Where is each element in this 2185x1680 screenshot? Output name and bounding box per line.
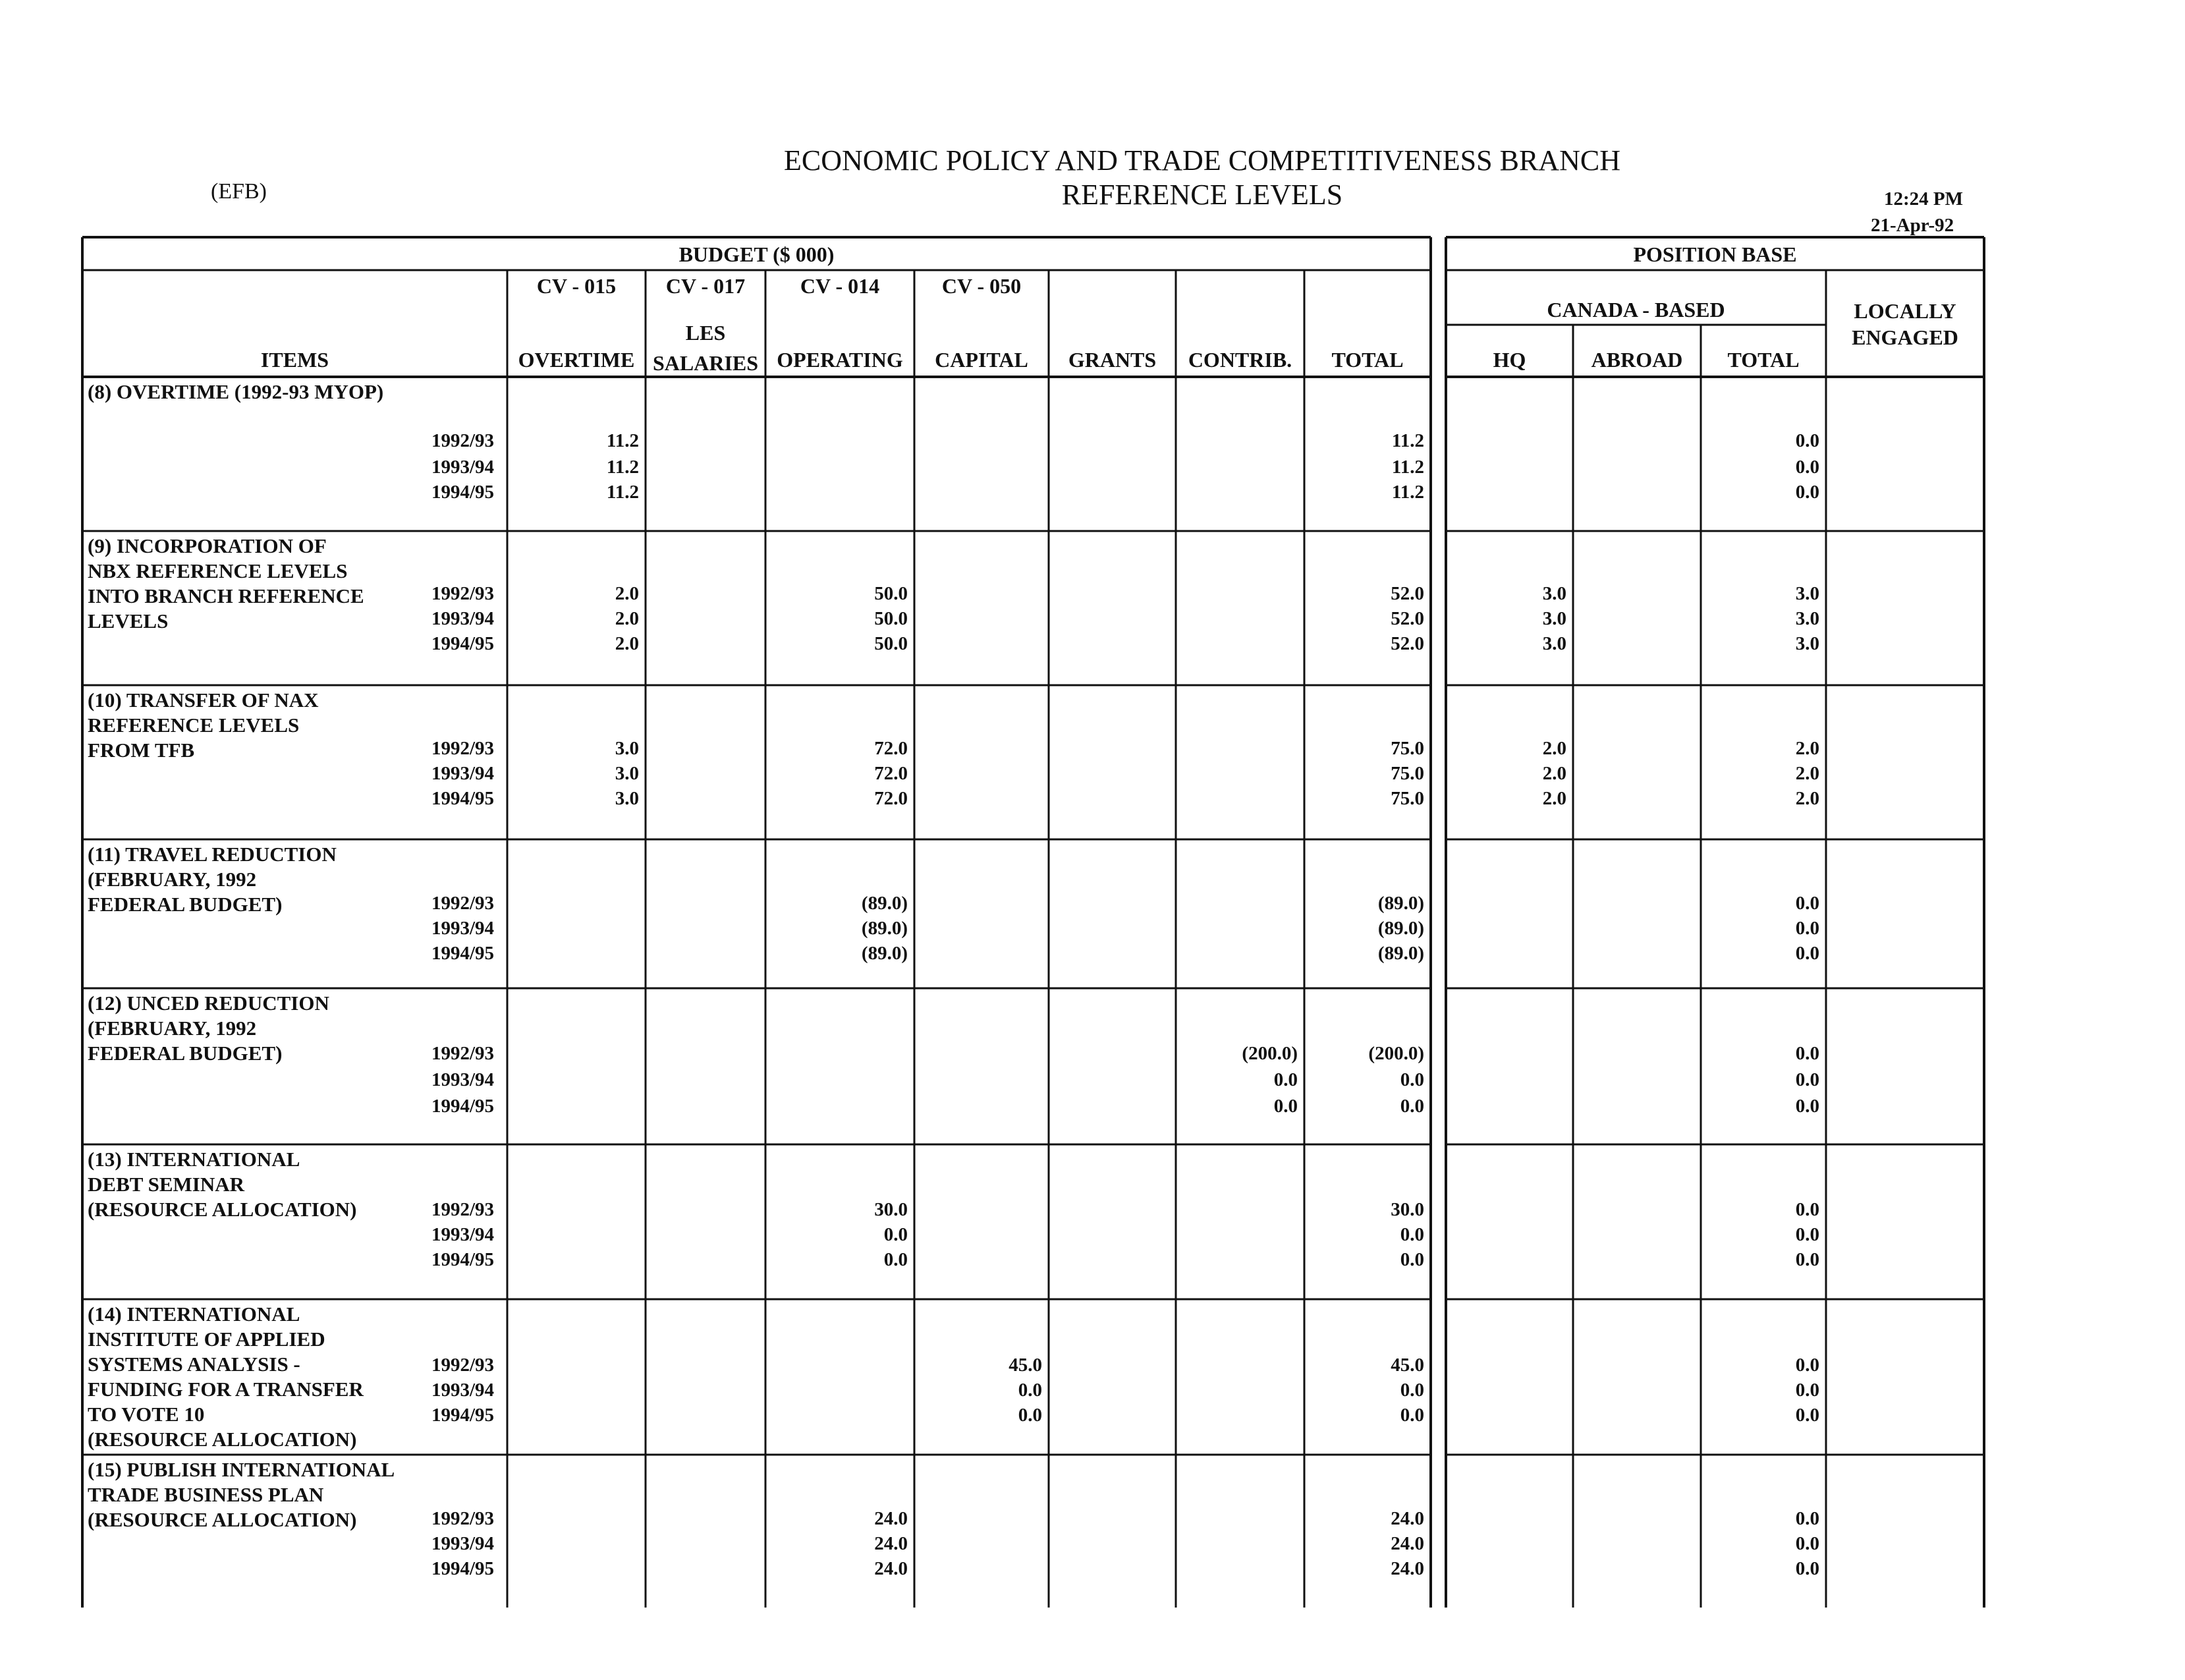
cell-operating: 0.0 [883, 1249, 908, 1270]
section-title-line: (11) TRAVEL REDUCTION [88, 843, 337, 866]
cell-pos-total: 0.0 [1795, 918, 1819, 939]
cell-hq: 2.0 [1542, 788, 1566, 809]
cell-operating: 24.0 [874, 1508, 908, 1529]
cell-total: 0.0 [1400, 1096, 1424, 1117]
cell-pos-total: 0.0 [1795, 893, 1819, 914]
cell-total: 0.0 [1400, 1069, 1424, 1090]
fiscal-year-label: 1993/94 [431, 608, 494, 629]
cell-pos-total: 0.0 [1795, 1558, 1819, 1579]
section-title-line: (13) INTERNATIONAL [88, 1148, 300, 1171]
cell-overtime: 2.0 [615, 608, 639, 629]
cell-pos-total: 0.0 [1795, 1380, 1819, 1401]
column-header-0: ITEMS [260, 348, 329, 372]
column-code-4: CV - 050 [941, 274, 1022, 298]
section-title-line: (FEBRUARY, 1992 [88, 868, 257, 891]
cell-pos-total: 0.0 [1795, 1224, 1819, 1245]
section-title-line: FEDERAL BUDGET) [88, 1042, 283, 1065]
cell-pos-total: 0.0 [1795, 482, 1819, 503]
cell-total: 11.2 [1391, 457, 1424, 478]
cell-total: (200.0) [1368, 1043, 1424, 1064]
section-title-line: SYSTEMS ANALYSIS - [88, 1353, 300, 1376]
locally-engaged-header: LOCALLY ENGAGED [1852, 299, 1958, 349]
canada-based-header: CANADA - BASED [1547, 298, 1725, 322]
fiscal-year-label: 1992/93 [431, 430, 494, 451]
cell-total: 24.0 [1391, 1558, 1424, 1579]
cell-operating: 72.0 [874, 763, 908, 784]
cell-overtime: 3.0 [615, 788, 639, 809]
fiscal-year-label: 1993/94 [431, 1533, 494, 1554]
column-header-6: CONTRIB. [1188, 348, 1292, 372]
cell-capital: 45.0 [1009, 1355, 1042, 1376]
cell-pos-total: 0.0 [1795, 1533, 1819, 1554]
section-title-line: TRADE BUSINESS PLAN [88, 1483, 324, 1506]
cell-overtime: 11.2 [606, 457, 639, 478]
section-title-line: (12) UNCED REDUCTION [88, 992, 329, 1015]
cell-total: (89.0) [1377, 918, 1424, 939]
cell-overtime: 3.0 [615, 763, 639, 784]
cell-pos-total: 0.0 [1795, 1043, 1819, 1064]
page-title: ECONOMIC POLICY AND TRADE COMPETITIVENESS BRANCH [784, 144, 1620, 177]
section-title-line: DEBT SEMINAR [88, 1173, 245, 1196]
fiscal-year-label: 1992/93 [431, 738, 494, 759]
column-header-4: CAPITAL [935, 348, 1028, 372]
column-header-1: OVERTIME [518, 348, 635, 372]
cell-pos-total: 0.0 [1795, 1096, 1819, 1117]
section-title-line: (FEBRUARY, 1992 [88, 1017, 257, 1040]
cell-hq: 3.0 [1542, 633, 1566, 654]
cell-pos-total: 0.0 [1795, 943, 1819, 964]
column-header-8: HQ [1493, 348, 1526, 372]
section-title-line: INTO BRANCH REFERENCE [88, 584, 364, 607]
fiscal-year-label: 1992/93 [431, 1043, 494, 1064]
fiscal-year-label: 1994/95 [431, 482, 494, 503]
section-title-line: NBX REFERENCE LEVELS [88, 559, 348, 582]
cell-contrib: (200.0) [1242, 1043, 1298, 1064]
cell-pos-total: 0.0 [1795, 1508, 1819, 1529]
cell-total: 0.0 [1400, 1405, 1424, 1426]
fiscal-year-label: 1993/94 [431, 1380, 494, 1401]
cell-overtime: 3.0 [615, 738, 639, 759]
cell-capital: 0.0 [1018, 1380, 1042, 1401]
fiscal-year-label: 1993/94 [431, 763, 494, 784]
cell-total: 52.0 [1391, 583, 1424, 604]
budget-header: BUDGET ($ 000) [678, 242, 835, 266]
section-title-line: (RESOURCE ALLOCATION) [88, 1508, 357, 1531]
cell-total: 0.0 [1400, 1249, 1424, 1270]
cell-pos-total: 2.0 [1795, 763, 1819, 784]
column-header-10: TOTAL [1727, 348, 1800, 372]
column-code-1: CV - 015 [536, 274, 617, 298]
cell-hq: 3.0 [1542, 583, 1566, 604]
cell-operating: 72.0 [874, 738, 908, 759]
fiscal-year-label: 1993/94 [431, 457, 494, 478]
cell-operating: 50.0 [874, 608, 908, 629]
cell-overtime: 2.0 [615, 633, 639, 654]
fiscal-year-label: 1992/93 [431, 583, 494, 604]
cell-operating: 0.0 [883, 1224, 908, 1245]
column-code-2: CV - 017 [665, 274, 746, 298]
cell-pos-total: 0.0 [1795, 430, 1819, 451]
column-header-7: TOTAL [1331, 348, 1404, 372]
column-header-2: LES SALARIES [652, 321, 759, 375]
column-code-3: CV - 014 [800, 274, 880, 298]
cell-total: 24.0 [1391, 1533, 1424, 1554]
cell-operating: 50.0 [874, 583, 908, 604]
fiscal-year-label: 1992/93 [431, 1199, 494, 1220]
section-title-line: LEVELS [88, 609, 169, 632]
section-title-line: INSTITUTE OF APPLIED [88, 1328, 325, 1351]
cell-pos-total: 3.0 [1795, 608, 1819, 629]
cell-total: (89.0) [1377, 893, 1424, 914]
cell-overtime: 11.2 [606, 482, 639, 503]
cell-pos-total: 0.0 [1795, 1355, 1819, 1376]
fiscal-year-label: 1994/95 [431, 1405, 494, 1426]
cell-operating: (89.0) [861, 893, 908, 914]
cell-operating: 30.0 [874, 1199, 908, 1220]
column-header-3: OPERATING [777, 348, 903, 372]
cell-total: (89.0) [1377, 943, 1424, 964]
cell-pos-total: 2.0 [1795, 788, 1819, 809]
column-header-9: ABROAD [1591, 348, 1683, 372]
cell-total: 0.0 [1400, 1224, 1424, 1245]
fiscal-year-label: 1994/95 [431, 633, 494, 654]
cell-operating: (89.0) [861, 918, 908, 939]
cell-pos-total: 3.0 [1795, 633, 1819, 654]
section-title-line: FROM TFB [88, 739, 195, 762]
cell-overtime: 2.0 [615, 583, 639, 604]
section-title-line: (15) PUBLISH INTERNATIONAL [88, 1458, 395, 1481]
cell-overtime: 11.2 [606, 430, 639, 451]
fiscal-year-label: 1994/95 [431, 1096, 494, 1117]
fiscal-year-label: 1994/95 [431, 943, 494, 964]
cell-operating: 72.0 [874, 788, 908, 809]
cell-pos-total: 0.0 [1795, 1199, 1819, 1220]
print-date: 21-Apr-92 [1871, 215, 1954, 236]
fiscal-year-label: 1993/94 [431, 1224, 494, 1245]
cell-total: 75.0 [1391, 738, 1424, 759]
cell-operating: 24.0 [874, 1533, 908, 1554]
section-title-line: FEDERAL BUDGET) [88, 893, 283, 916]
section-title-line: (8) OVERTIME (1992-93 MYOP) [88, 380, 384, 403]
page-subtitle: REFERENCE LEVELS [1061, 179, 1343, 211]
cell-contrib: 0.0 [1273, 1096, 1298, 1117]
column-header-5: GRANTS [1068, 348, 1157, 372]
cell-total: 75.0 [1391, 788, 1424, 809]
cell-operating: 50.0 [874, 633, 908, 654]
section-title-line: TO VOTE 10 [88, 1403, 205, 1426]
cell-total: 45.0 [1391, 1355, 1424, 1376]
cell-total: 52.0 [1391, 633, 1424, 654]
cell-pos-total: 0.0 [1795, 1405, 1819, 1426]
cell-total: 24.0 [1391, 1508, 1424, 1529]
cell-pos-total: 0.0 [1795, 1249, 1819, 1270]
cell-total: 75.0 [1391, 763, 1424, 784]
position-base-header: POSITION BASE [1633, 242, 1797, 266]
section-title-line: (10) TRANSFER OF NAX [88, 688, 319, 712]
fiscal-year-label: 1994/95 [431, 1249, 494, 1270]
cell-operating: 24.0 [874, 1558, 908, 1579]
cell-pos-total: 2.0 [1795, 738, 1819, 759]
cell-pos-total: 0.0 [1795, 457, 1819, 478]
cell-total: 0.0 [1400, 1380, 1424, 1401]
fiscal-year-label: 1994/95 [431, 1558, 494, 1579]
fiscal-year-label: 1992/93 [431, 1508, 494, 1529]
branch-code: (EFB) [211, 179, 267, 204]
cell-pos-total: 0.0 [1795, 1069, 1819, 1090]
fiscal-year-label: 1994/95 [431, 788, 494, 809]
cell-pos-total: 3.0 [1795, 583, 1819, 604]
cell-operating: (89.0) [861, 943, 908, 964]
section-title-line: (9) INCORPORATION OF [88, 534, 327, 557]
cell-capital: 0.0 [1018, 1405, 1042, 1426]
cell-hq: 2.0 [1542, 738, 1566, 759]
fiscal-year-label: 1993/94 [431, 1069, 494, 1090]
fiscal-year-label: 1992/93 [431, 1355, 494, 1376]
cell-contrib: 0.0 [1273, 1069, 1298, 1090]
cell-hq: 3.0 [1542, 608, 1566, 629]
cell-total: 11.2 [1391, 430, 1424, 451]
print-time: 12:24 PM [1884, 188, 1963, 210]
cell-total: 52.0 [1391, 608, 1424, 629]
cell-total: 30.0 [1391, 1199, 1424, 1220]
fiscal-year-label: 1993/94 [431, 918, 494, 939]
section-title-line: (RESOURCE ALLOCATION) [88, 1428, 357, 1451]
cell-hq: 2.0 [1542, 763, 1566, 784]
section-title-line: (14) INTERNATIONAL [88, 1302, 300, 1326]
section-title-line: REFERENCE LEVELS [88, 714, 300, 737]
fiscal-year-label: 1992/93 [431, 893, 494, 914]
section-title-line: (RESOURCE ALLOCATION) [88, 1198, 357, 1221]
cell-total: 11.2 [1391, 482, 1424, 503]
section-title-line: FUNDING FOR A TRANSFER [88, 1378, 364, 1401]
